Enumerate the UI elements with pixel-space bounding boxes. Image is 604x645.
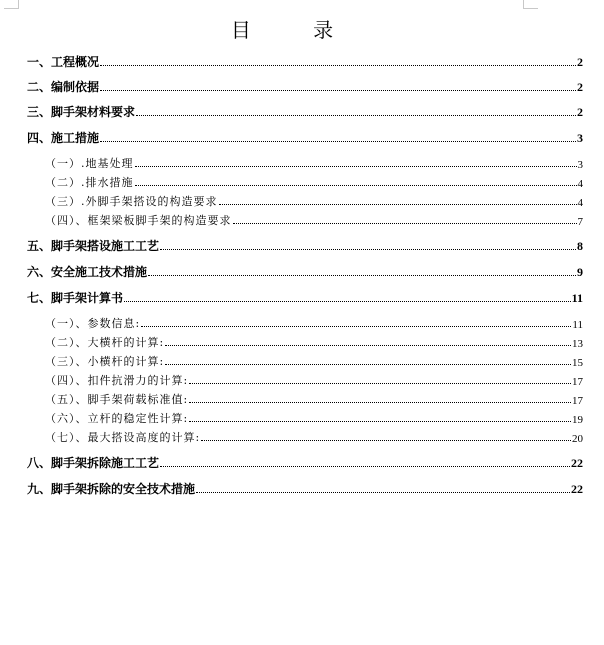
toc-page-number: 22 — [571, 456, 583, 470]
toc-entry[interactable] — [27, 191, 583, 209]
toc-page-number: 15 — [572, 357, 583, 369]
toc-page-number: 9 — [577, 265, 583, 279]
toc-entry-text: （二）、大横杆的计算: — [45, 336, 165, 349]
toc-page-number: 3 — [577, 131, 583, 145]
toc-leader-dots — [136, 114, 576, 116]
toc-entry-text: （二）.排水措施 — [45, 176, 134, 189]
toc-entry[interactable] — [27, 408, 583, 426]
toc-entry-text: 一、工程概况 — [27, 55, 100, 69]
toc-entry-text: 三、脚手架材料要求 — [27, 105, 136, 119]
toc-entry[interactable] — [27, 52, 583, 70]
toc-leader-dots — [160, 248, 576, 250]
toc-entry[interactable] — [27, 210, 583, 228]
toc-leader-dots — [233, 222, 577, 224]
toc-entry-text: （一）.地基处理 — [45, 157, 134, 170]
toc-page-number: 2 — [577, 80, 583, 94]
toc-leader-dots — [135, 184, 577, 186]
toc-entry-text: （五）、脚手架荷载标准值: — [45, 393, 189, 406]
toc-leader-dots — [189, 420, 571, 422]
toc-entry-text: 七、脚手架计算书 — [27, 291, 124, 305]
toc-page-number: 8 — [577, 239, 583, 253]
toc-page-number: 20 — [572, 433, 583, 445]
toc-entry[interactable] — [27, 389, 583, 407]
toc-leader-dots — [135, 165, 577, 167]
toc-page-number: 2 — [577, 55, 583, 69]
toc-page-number: 22 — [571, 482, 583, 496]
page-corner-mark-left — [4, 0, 19, 9]
toc-leader-dots — [165, 344, 571, 346]
toc-entry[interactable] — [27, 453, 583, 471]
toc-entry-text: 九、脚手架拆除的安全技术措施 — [27, 482, 196, 496]
toc-leader-dots — [100, 140, 576, 142]
toc-entry[interactable] — [27, 102, 583, 120]
toc-entry[interactable] — [27, 172, 583, 190]
toc-leader-dots — [100, 64, 576, 66]
toc-entry[interactable] — [27, 313, 583, 331]
toc-entry-text: （三）、小横杆的计算: — [45, 355, 165, 368]
toc-leader-dots — [141, 325, 571, 327]
toc-leader-dots — [219, 203, 577, 205]
toc-page-number: 7 — [577, 216, 583, 228]
toc-leader-dots — [124, 300, 571, 302]
toc-entry[interactable] — [27, 332, 583, 350]
toc-entry[interactable] — [27, 427, 583, 445]
toc-entry-text: （七）、最大搭设高度的计算: — [45, 431, 201, 444]
toc-page-number: 13 — [572, 338, 583, 350]
toc-entry-text: 六、安全施工技术措施 — [27, 265, 148, 279]
toc-entry-text: （六）、立杆的稳定性计算: — [45, 412, 189, 425]
toc-page-number: 11 — [571, 291, 583, 305]
toc-leader-dots — [201, 439, 571, 441]
toc-leader-dots — [160, 465, 570, 467]
toc-page-number: 3 — [577, 159, 583, 171]
toc-page-number: 4 — [577, 197, 583, 209]
toc-leader-dots — [196, 491, 570, 493]
toc-title: 目 录 — [230, 18, 362, 42]
toc-entry-text: 八、脚手架拆除施工工艺 — [27, 456, 160, 470]
toc-entry[interactable] — [27, 236, 583, 254]
toc-entry-text: （三）.外脚手架搭设的构造要求 — [45, 195, 218, 208]
toc-entry[interactable] — [27, 128, 583, 146]
toc-entry-text: 五、脚手架搭设施工工艺 — [27, 239, 160, 253]
toc-page-number: 2 — [577, 105, 583, 119]
toc-entry[interactable] — [27, 351, 583, 369]
toc-entry[interactable] — [27, 77, 583, 95]
toc-page-number: 17 — [572, 395, 583, 407]
toc-entry[interactable] — [27, 262, 583, 280]
toc-page-number: 11 — [572, 319, 583, 331]
toc-entry[interactable] — [27, 479, 583, 497]
toc-entry[interactable] — [27, 153, 583, 171]
toc-page-number: 4 — [577, 178, 583, 190]
toc-entry-text: 二、编制依据 — [27, 80, 100, 94]
toc-entry[interactable] — [27, 288, 583, 306]
toc-entry-text: （一）、参数信息: — [45, 317, 141, 330]
toc-leader-dots — [189, 401, 571, 403]
toc-entry-text: （四）、框架梁板脚手架的构造要求 — [45, 214, 232, 227]
toc-leader-dots — [189, 382, 571, 384]
toc-leader-dots — [148, 274, 576, 276]
toc-entry-text: （四）、扣件抗滑力的计算: — [45, 374, 189, 387]
toc-leader-dots — [165, 363, 571, 365]
toc-leader-dots — [100, 89, 576, 91]
toc-entry[interactable] — [27, 370, 583, 388]
toc-page-number: 17 — [572, 376, 583, 388]
toc-page-number: 19 — [572, 414, 583, 426]
toc-entry-text: 四、施工措施 — [27, 131, 100, 145]
page-corner-mark-right — [523, 0, 538, 9]
